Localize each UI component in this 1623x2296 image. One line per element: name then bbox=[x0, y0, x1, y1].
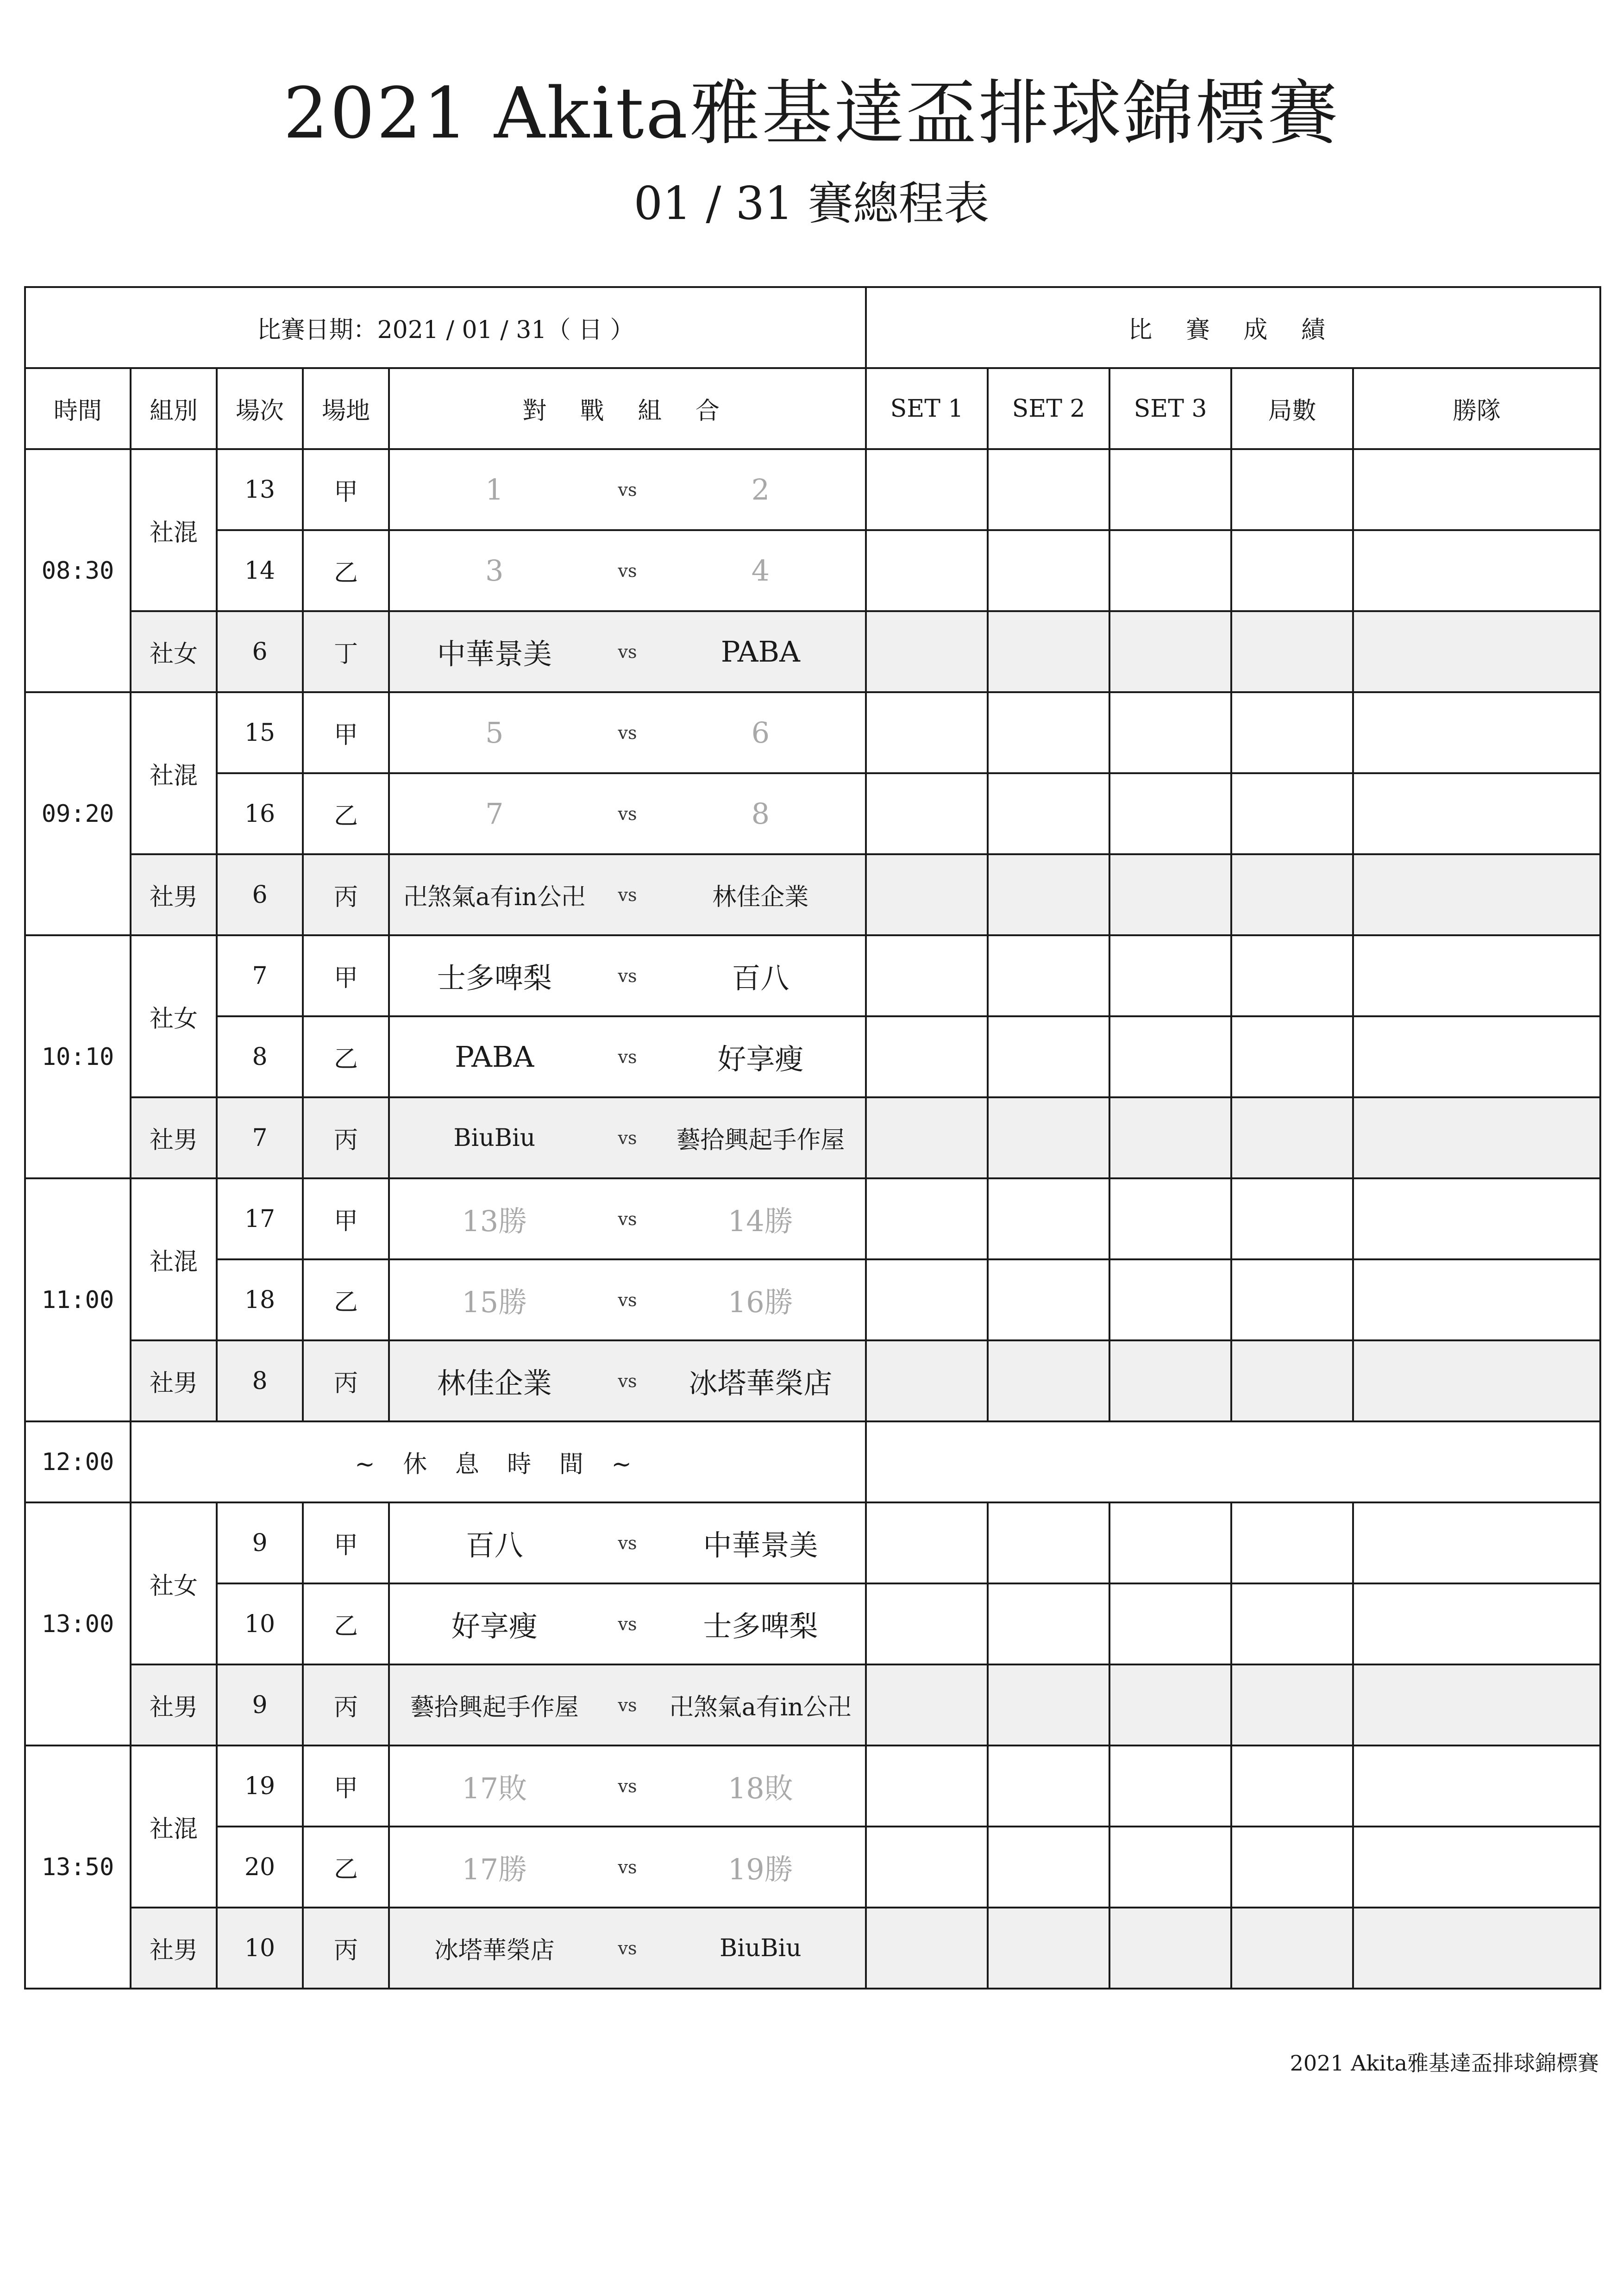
winner-cell bbox=[1353, 449, 1600, 530]
match-row bbox=[25, 1745, 1600, 1827]
page-footer: 2021 Akita雅基達盃排球錦標賽 bbox=[1290, 2051, 1599, 2076]
col-time-header: 時間 bbox=[25, 368, 131, 449]
winner-cell bbox=[1353, 1259, 1600, 1340]
matchup-cell bbox=[389, 1340, 866, 1421]
col-winner-header: 勝隊 bbox=[1353, 368, 1600, 449]
set1-score bbox=[866, 1259, 988, 1340]
set2-score bbox=[988, 1178, 1109, 1259]
team-a: 7 bbox=[485, 797, 504, 831]
winner-cell bbox=[1353, 611, 1600, 692]
court-label: 丁 bbox=[303, 611, 389, 692]
court-label: 丙 bbox=[303, 1908, 389, 1989]
group-cell: 社男 bbox=[131, 1097, 217, 1178]
match-row bbox=[25, 1583, 1600, 1664]
team-b: 6 bbox=[751, 716, 770, 750]
match-row bbox=[25, 1259, 1600, 1340]
group-cell: 社女 bbox=[131, 1502, 217, 1664]
set1-score bbox=[866, 1827, 988, 1908]
sets-count bbox=[1231, 1340, 1353, 1421]
matchup-cell bbox=[389, 854, 866, 935]
time-cell: 12:00 bbox=[25, 1421, 131, 1502]
sets-count bbox=[1231, 854, 1353, 935]
group-cell: 社混 bbox=[131, 1178, 217, 1340]
team-a: 卍煞氣a有in公卍 bbox=[403, 883, 586, 911]
set3-score bbox=[1109, 530, 1231, 611]
team-b: 百八 bbox=[732, 961, 790, 995]
winner-cell bbox=[1353, 1583, 1600, 1664]
team-b: PABA bbox=[721, 635, 800, 669]
vs-label: vs bbox=[618, 479, 637, 500]
winner-cell bbox=[1353, 692, 1600, 773]
team-a: 好享瘦 bbox=[451, 1609, 538, 1643]
group-cell: 社男 bbox=[131, 854, 217, 935]
vs-label: vs bbox=[618, 1938, 637, 1958]
set2-score bbox=[988, 611, 1109, 692]
page-title: 2021 Akita雅基達盃排球錦標賽 bbox=[283, 72, 1340, 154]
winner-cell bbox=[1353, 1908, 1600, 1989]
time-cell: 10:10 bbox=[25, 935, 131, 1178]
team-b: 好享瘦 bbox=[717, 1042, 804, 1076]
set2-score bbox=[988, 1664, 1109, 1745]
set3-score bbox=[1109, 1016, 1231, 1097]
group-cell: 社混 bbox=[131, 692, 217, 854]
court-label: 甲 bbox=[303, 1178, 389, 1259]
team-a: 5 bbox=[485, 716, 504, 750]
vs-label: vs bbox=[618, 1533, 637, 1553]
team-b: 18敗 bbox=[727, 1771, 793, 1805]
game-number: 10 bbox=[217, 1908, 303, 1989]
set1-score bbox=[866, 1583, 988, 1664]
game-number: 6 bbox=[217, 611, 303, 692]
col-matchup-header: 對 戰 組 合 bbox=[389, 368, 866, 449]
sets-count bbox=[1231, 1259, 1353, 1340]
set3-score bbox=[1109, 611, 1231, 692]
page-subtitle: 01 / 31 賽總程表 bbox=[633, 177, 990, 230]
matchup-cell bbox=[389, 530, 866, 611]
game-number: 19 bbox=[217, 1745, 303, 1827]
vs-label: vs bbox=[618, 1370, 637, 1391]
time-cell: 08:30 bbox=[25, 449, 131, 692]
date-header: 比賽日期：2021 / 01 / 31（ 日 ） bbox=[25, 287, 866, 368]
group-cell: 社男 bbox=[131, 1340, 217, 1421]
court-label: 甲 bbox=[303, 1745, 389, 1827]
set1-score bbox=[866, 692, 988, 773]
matchup-cell bbox=[389, 773, 866, 854]
set1-score bbox=[866, 854, 988, 935]
match-row bbox=[25, 1827, 1600, 1908]
match-row bbox=[25, 449, 1600, 530]
vs-label: vs bbox=[618, 1127, 637, 1148]
set1-score bbox=[866, 773, 988, 854]
match-row bbox=[25, 1016, 1600, 1097]
match-row bbox=[25, 611, 1600, 692]
team-a: 中華景美 bbox=[437, 637, 552, 671]
court-label: 乙 bbox=[303, 1259, 389, 1340]
team-a: 1 bbox=[485, 473, 504, 507]
set1-score bbox=[866, 1340, 988, 1421]
team-a: BiuBiu bbox=[453, 1124, 536, 1152]
court-label: 丙 bbox=[303, 1664, 389, 1745]
results-empty-cell bbox=[866, 1421, 1600, 1502]
team-a: 17勝 bbox=[462, 1852, 527, 1886]
set3-score bbox=[1109, 1259, 1231, 1340]
matchup-cell bbox=[389, 935, 866, 1016]
winner-cell bbox=[1353, 1178, 1600, 1259]
match-row bbox=[25, 854, 1600, 935]
break-label: ~ 休 息 時 間 ~ bbox=[131, 1421, 866, 1502]
set2-score bbox=[988, 935, 1109, 1016]
vs-label: vs bbox=[618, 1857, 637, 1877]
team-b: 2 bbox=[751, 473, 770, 507]
team-b: 冰塔華榮店 bbox=[689, 1366, 833, 1400]
team-a: PABA bbox=[455, 1040, 534, 1074]
matchup-cell bbox=[389, 1827, 866, 1908]
winner-cell bbox=[1353, 1502, 1600, 1583]
team-b: 16勝 bbox=[727, 1285, 793, 1319]
set2-score bbox=[988, 530, 1109, 611]
game-number: 16 bbox=[217, 773, 303, 854]
team-a: 士多啤梨 bbox=[437, 961, 552, 995]
sets-count bbox=[1231, 692, 1353, 773]
vs-label: vs bbox=[618, 1695, 637, 1715]
team-b: 中華景美 bbox=[703, 1528, 818, 1562]
sets-count bbox=[1231, 935, 1353, 1016]
winner-cell bbox=[1353, 530, 1600, 611]
court-label: 甲 bbox=[303, 692, 389, 773]
matchup-cell bbox=[389, 1502, 866, 1583]
team-b: 卍煞氣a有in公卍 bbox=[669, 1694, 852, 1721]
set3-score bbox=[1109, 692, 1231, 773]
vs-label: vs bbox=[618, 722, 637, 743]
court-label: 乙 bbox=[303, 1583, 389, 1664]
time-cell: 11:00 bbox=[25, 1178, 131, 1421]
set2-score bbox=[988, 1097, 1109, 1178]
game-number: 9 bbox=[217, 1502, 303, 1583]
set2-score bbox=[988, 1583, 1109, 1664]
team-b: 林佳企業 bbox=[712, 883, 809, 911]
set1-score bbox=[866, 1016, 988, 1097]
winner-cell bbox=[1353, 854, 1600, 935]
winner-cell bbox=[1353, 1664, 1600, 1745]
set3-score bbox=[1109, 1664, 1231, 1745]
set3-score bbox=[1109, 449, 1231, 530]
col-set2-header: SET 2 bbox=[988, 368, 1109, 449]
set1-score bbox=[866, 1745, 988, 1827]
set2-score bbox=[988, 854, 1109, 935]
team-a: 17敗 bbox=[462, 1771, 527, 1805]
winner-cell bbox=[1353, 1016, 1600, 1097]
set1-score bbox=[866, 1502, 988, 1583]
col-game-header: 場次 bbox=[217, 368, 303, 449]
team-b: 4 bbox=[751, 554, 770, 588]
matchup-cell bbox=[389, 1259, 866, 1340]
col-set3-header: SET 3 bbox=[1109, 368, 1231, 449]
col-sets-count-header: 局數 bbox=[1231, 368, 1353, 449]
set2-score bbox=[988, 1908, 1109, 1989]
set3-score bbox=[1109, 1502, 1231, 1583]
set1-score bbox=[866, 1908, 988, 1989]
sets-count bbox=[1231, 449, 1353, 530]
set3-score bbox=[1109, 1908, 1231, 1989]
winner-cell bbox=[1353, 773, 1600, 854]
game-number: 15 bbox=[217, 692, 303, 773]
group-cell: 社女 bbox=[131, 935, 217, 1097]
sets-count bbox=[1231, 1583, 1353, 1664]
group-cell: 社男 bbox=[131, 1908, 217, 1989]
winner-cell bbox=[1353, 1827, 1600, 1908]
team-a: 藝拾興起手作屋 bbox=[410, 1694, 579, 1721]
game-number: 9 bbox=[217, 1664, 303, 1745]
set2-score bbox=[988, 449, 1109, 530]
schedule-table bbox=[24, 286, 1601, 1989]
match-row bbox=[25, 692, 1600, 773]
team-a: 冰塔華榮店 bbox=[434, 1937, 555, 1964]
team-a: 15勝 bbox=[462, 1285, 527, 1319]
match-row bbox=[25, 1502, 1600, 1583]
game-number: 7 bbox=[217, 935, 303, 1016]
sets-count bbox=[1231, 1502, 1353, 1583]
vs-label: vs bbox=[618, 1208, 637, 1229]
court-label: 丙 bbox=[303, 1097, 389, 1178]
set2-score bbox=[988, 1016, 1109, 1097]
vs-label: vs bbox=[618, 641, 637, 662]
matchup-cell bbox=[389, 1097, 866, 1178]
court-label: 乙 bbox=[303, 530, 389, 611]
time-cell: 13:00 bbox=[25, 1502, 131, 1745]
game-number: 13 bbox=[217, 449, 303, 530]
group-cell: 社混 bbox=[131, 1745, 217, 1908]
match-row bbox=[25, 1178, 1600, 1259]
team-b: 8 bbox=[751, 797, 770, 831]
match-row bbox=[25, 935, 1600, 1016]
match-row bbox=[25, 1340, 1600, 1421]
break-row bbox=[25, 1421, 1600, 1502]
court-label: 乙 bbox=[303, 1016, 389, 1097]
game-number: 8 bbox=[217, 1016, 303, 1097]
set1-score bbox=[866, 1097, 988, 1178]
winner-cell bbox=[1353, 1340, 1600, 1421]
court-label: 甲 bbox=[303, 935, 389, 1016]
winner-cell bbox=[1353, 1097, 1600, 1178]
matchup-cell bbox=[389, 611, 866, 692]
matchup-cell bbox=[389, 1178, 866, 1259]
match-row bbox=[25, 1908, 1600, 1989]
set3-score bbox=[1109, 773, 1231, 854]
col-group-header: 組別 bbox=[131, 368, 217, 449]
set2-score bbox=[988, 692, 1109, 773]
sets-count bbox=[1231, 773, 1353, 854]
set3-score bbox=[1109, 1583, 1231, 1664]
matchup-cell bbox=[389, 449, 866, 530]
set1-score bbox=[866, 1664, 988, 1745]
game-number: 17 bbox=[217, 1178, 303, 1259]
set3-score bbox=[1109, 1097, 1231, 1178]
matchup-cell bbox=[389, 1016, 866, 1097]
sets-count bbox=[1231, 1178, 1353, 1259]
winner-cell bbox=[1353, 1745, 1600, 1827]
set3-score bbox=[1109, 1340, 1231, 1421]
sets-count bbox=[1231, 1908, 1353, 1989]
team-a: 百八 bbox=[465, 1528, 523, 1562]
court-label: 乙 bbox=[303, 1827, 389, 1908]
set3-score bbox=[1109, 1178, 1231, 1259]
vs-label: vs bbox=[618, 560, 637, 581]
court-label: 甲 bbox=[303, 449, 389, 530]
vs-label: vs bbox=[618, 965, 637, 986]
game-number: 8 bbox=[217, 1340, 303, 1421]
winner-cell bbox=[1353, 935, 1600, 1016]
team-a: 13勝 bbox=[462, 1204, 527, 1238]
sets-count bbox=[1231, 1016, 1353, 1097]
set1-score bbox=[866, 530, 988, 611]
game-number: 6 bbox=[217, 854, 303, 935]
sets-count bbox=[1231, 611, 1353, 692]
set3-score bbox=[1109, 1745, 1231, 1827]
col-court-header: 場地 bbox=[303, 368, 389, 449]
set2-score bbox=[988, 1827, 1109, 1908]
team-b: 士多啤梨 bbox=[703, 1609, 818, 1643]
vs-label: vs bbox=[618, 1776, 637, 1796]
match-row bbox=[25, 773, 1600, 854]
set1-score bbox=[866, 935, 988, 1016]
set3-score bbox=[1109, 935, 1231, 1016]
match-row bbox=[25, 530, 1600, 611]
time-cell: 13:50 bbox=[25, 1745, 131, 1989]
team-a: 3 bbox=[485, 554, 504, 588]
sets-count bbox=[1231, 530, 1353, 611]
matchup-cell bbox=[389, 1583, 866, 1664]
vs-label: vs bbox=[618, 1289, 637, 1310]
results-header: 比 賽 成 績 bbox=[866, 287, 1600, 368]
team-b: 14勝 bbox=[727, 1204, 793, 1238]
time-cell: 09:20 bbox=[25, 692, 131, 935]
game-number: 20 bbox=[217, 1827, 303, 1908]
game-number: 18 bbox=[217, 1259, 303, 1340]
sets-count bbox=[1231, 1664, 1353, 1745]
set1-score bbox=[866, 449, 988, 530]
header-row-1 bbox=[25, 287, 1600, 368]
group-cell: 社女 bbox=[131, 611, 217, 692]
game-number: 14 bbox=[217, 530, 303, 611]
set2-score bbox=[988, 1259, 1109, 1340]
court-label: 乙 bbox=[303, 773, 389, 854]
set1-score bbox=[866, 1178, 988, 1259]
match-row bbox=[25, 1097, 1600, 1178]
game-number: 7 bbox=[217, 1097, 303, 1178]
team-a: 林佳企業 bbox=[437, 1366, 552, 1400]
sets-count bbox=[1231, 1827, 1353, 1908]
matchup-cell bbox=[389, 1908, 866, 1989]
court-label: 丙 bbox=[303, 854, 389, 935]
set2-score bbox=[988, 1745, 1109, 1827]
set3-score bbox=[1109, 1827, 1231, 1908]
matchup-cell bbox=[389, 1664, 866, 1745]
vs-label: vs bbox=[618, 884, 637, 905]
sets-count bbox=[1231, 1097, 1353, 1178]
matchup-cell bbox=[389, 1745, 866, 1827]
group-cell: 社男 bbox=[131, 1664, 217, 1745]
vs-label: vs bbox=[618, 1614, 637, 1634]
court-label: 丙 bbox=[303, 1340, 389, 1421]
team-b: 19勝 bbox=[727, 1852, 793, 1886]
set2-score bbox=[988, 1340, 1109, 1421]
matchup-cell bbox=[389, 692, 866, 773]
schedule-body bbox=[25, 287, 1600, 1989]
match-row bbox=[25, 1664, 1600, 1745]
sets-count bbox=[1231, 1745, 1353, 1827]
set2-score bbox=[988, 1502, 1109, 1583]
team-b: BiuBiu bbox=[719, 1934, 802, 1962]
group-cell: 社混 bbox=[131, 449, 217, 611]
set1-score bbox=[866, 611, 988, 692]
header-row-2 bbox=[25, 368, 1600, 449]
set2-score bbox=[988, 773, 1109, 854]
team-b: 藝拾興起手作屋 bbox=[676, 1126, 845, 1154]
court-label: 甲 bbox=[303, 1502, 389, 1583]
set3-score bbox=[1109, 854, 1231, 935]
col-set1-header: SET 1 bbox=[866, 368, 988, 449]
game-number: 10 bbox=[217, 1583, 303, 1664]
vs-label: vs bbox=[618, 803, 637, 824]
vs-label: vs bbox=[618, 1046, 637, 1067]
